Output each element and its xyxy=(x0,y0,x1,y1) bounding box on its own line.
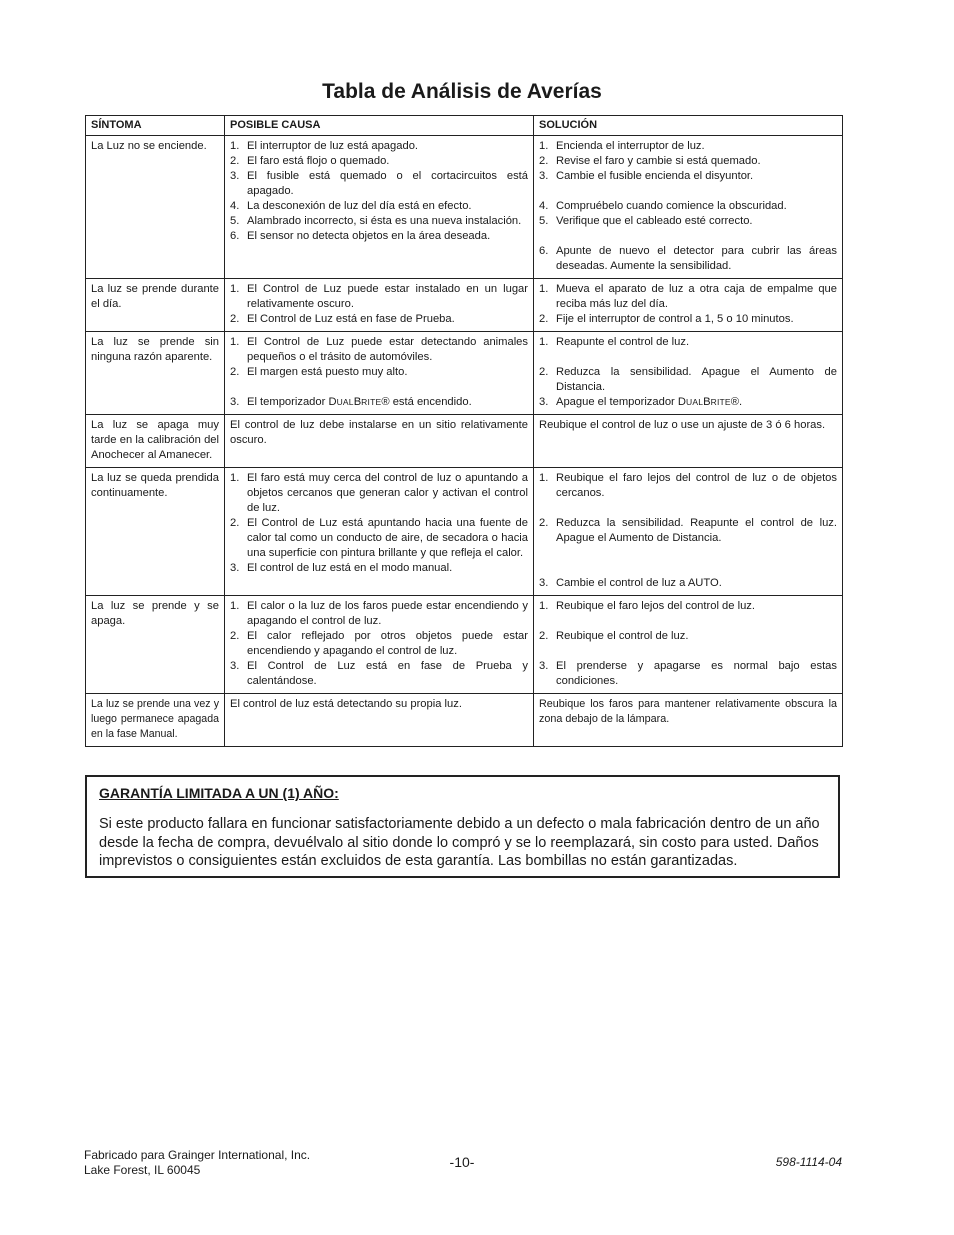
list-item: 3. El fusible está quemado o el cortacircuitos está apagado. xyxy=(230,170,528,197)
header-symptom: SÍNTOMA xyxy=(86,116,225,136)
table-row xyxy=(86,136,843,279)
solution-cell xyxy=(534,136,843,279)
symptom-cell: La luz se prende durante el día. xyxy=(86,279,225,332)
list-item: 3. Apague el temporizador DUALBRITE®. xyxy=(539,396,743,408)
list-item: 2. Reubique el control de luz. xyxy=(539,630,689,642)
symptom-cell: La Luz no se enciende. xyxy=(86,136,225,279)
list-item: 6. Apunte de nuevo el detector para cubrir las áreas deseadas. Aumente la sensibilidad. xyxy=(539,245,837,272)
list-item: 1. El interruptor de luz está apagado. xyxy=(230,140,419,152)
header-solution: SOLUCIÓN xyxy=(534,116,843,136)
list-item: 1. Reubique el faro lejos del control de luz o de objetos cercanos. xyxy=(539,472,837,499)
table-row xyxy=(86,468,843,596)
warranty-body: Si este producto fallara en funcionar satisfactoriamente debido a un defecto o mala fabricación dentro de un año desde la fecha de compra, devuélvalo al sitio donde lo compró y se lo reemplazará, sin costo para usted. Daños imprevistos o consiguientes están excluidos de esta garantía. Las bombillas no están garantizadas. xyxy=(99,816,820,869)
table-row xyxy=(86,694,843,747)
table-row xyxy=(86,415,843,468)
table-header-row xyxy=(86,116,843,136)
list-item: 3. El Control de Luz está en fase de Prueba y calentándose. xyxy=(230,660,528,687)
list-item: 2. El margen está puesto muy alto. xyxy=(230,366,408,378)
list-item: 6. El sensor no detecta objetos en la área deseada. xyxy=(230,230,491,242)
list-item: 2. El Control de Luz está apuntando hacia una fuente de calor tal como un conducto de aire, de secadora o hacia una superficie con pintura brillante y que refleja el calor. xyxy=(230,517,528,559)
list-item: 3. El temporizador DUALBRITE® está encendido. xyxy=(230,396,472,408)
solution-cell xyxy=(534,279,843,332)
cause-cell xyxy=(225,136,534,279)
list-item: 1. El calor o la luz de los faros puede estar encendiendo y apagando el control de luz. xyxy=(230,600,528,627)
list-item: 3. El prenderse y apagarse es normal bajo estas condiciones. xyxy=(539,660,837,687)
list-item: 2. Reduzca la sensibilidad. Reapunte el control de luz. Apague el Aumento de Distancia. xyxy=(539,517,837,544)
solution-cell xyxy=(534,468,843,596)
list-item: 3. Cambie el fusible encienda el disyuntor. xyxy=(539,170,754,182)
list-item: 5. Alambrado incorrecto, si ésta es una nueva instalación. xyxy=(230,215,522,227)
list-item: 2. El calor reflejado por otros objetos puede estar encendiendo y apagando el control de luz. xyxy=(230,630,528,657)
solution-cell xyxy=(534,332,843,415)
list-item: 1. El faro está muy cerca del control de luz o apuntando a objetos cercanos que generan calor y activan el control de luz. xyxy=(230,472,528,514)
list-item: 2. El faro está flojo o quemado. xyxy=(230,155,390,167)
cause-cell xyxy=(225,468,534,596)
list-item: 1. El Control de Luz puede estar instalado en un lugar relativamente oscuro. xyxy=(230,283,528,310)
list-item: 3. El control de luz está en el modo manual. xyxy=(230,562,453,574)
page-title: Tabla de Análisis de Averías xyxy=(322,80,602,103)
manufacturer-address: Lake Forest, IL 60045 xyxy=(84,1163,201,1177)
page-number: -10- xyxy=(449,1154,475,1170)
warranty-box xyxy=(85,775,840,878)
table-row xyxy=(86,279,843,332)
symptom-cell: La luz se prende y se apaga. xyxy=(86,596,225,694)
manufacturer-name: Fabricado para Grainger International, Inc. xyxy=(84,1148,311,1162)
symptom-cell: La luz se apaga muy tarde en la calibración del Anochecer al Amanecer. xyxy=(86,415,225,468)
list-item: 2. Reduzca la sensibilidad. Apague el Aumento de Distancia. xyxy=(539,366,837,393)
list-item: 1. El Control de Luz puede estar detectando animales pequeños o el trásito de automóviles. xyxy=(230,336,528,363)
header-cause: POSIBLE CAUSA xyxy=(225,116,534,136)
solution-cell: Reubique el control de luz o use un ajuste de 3 ó 6 horas. xyxy=(534,415,843,468)
symptom-cell: La luz se prende una vez y luego permanece apagada en la fase Manual. xyxy=(86,694,225,747)
cause-cell xyxy=(225,279,534,332)
list-item: 1. Reapunte el control de luz. xyxy=(539,336,690,348)
cause-cell xyxy=(225,596,534,694)
list-item: 1. Mueva el aparato de luz a otra caja de empalme que reciba más luz del día. xyxy=(539,283,837,310)
cause-cell: El control de luz está detectando su propia luz. xyxy=(225,694,534,747)
list-item: 5. Verifique que el cableado esté correcto. xyxy=(539,215,753,227)
warranty-title: GARANTÍA LIMITADA A UN (1) AÑO: xyxy=(99,785,339,801)
cause-cell xyxy=(225,332,534,415)
solution-cell: Reubique los faros para mantener relativamente obscura la zona debajo de la lámpara. xyxy=(534,694,843,747)
troubleshooting-table xyxy=(85,115,843,747)
list-item: 1. Encienda el interruptor de luz. xyxy=(539,140,705,152)
symptom-cell: La luz se queda prendida continuamente. xyxy=(86,468,225,596)
table-row xyxy=(86,596,843,694)
list-item: 2. El Control de Luz está en fase de Prueba. xyxy=(230,313,455,325)
list-item: 4. Compruébelo cuando comience la obscuridad. xyxy=(539,200,787,212)
list-item: 2. Revise el faro y cambie si está quemado. xyxy=(539,155,761,167)
list-item: 2. Fije el interruptor de control a 1, 5 o 10 minutos. xyxy=(539,313,794,325)
list-item: 3. Cambie el control de luz a AUTO. xyxy=(539,577,722,589)
document-code: 598-1114-04 xyxy=(775,1155,842,1169)
cause-cell: El control de luz debe instalarse en un sitio relativamente oscuro. xyxy=(225,415,534,468)
symptom-cell: La luz se prende sin ninguna razón aparente. xyxy=(86,332,225,415)
solution-cell xyxy=(534,596,843,694)
table-row xyxy=(86,332,843,415)
list-item: 1. Reubique el faro lejos del control de luz. xyxy=(539,600,756,612)
list-item: 4. La desconexión de luz del día está en efecto. xyxy=(230,200,472,212)
